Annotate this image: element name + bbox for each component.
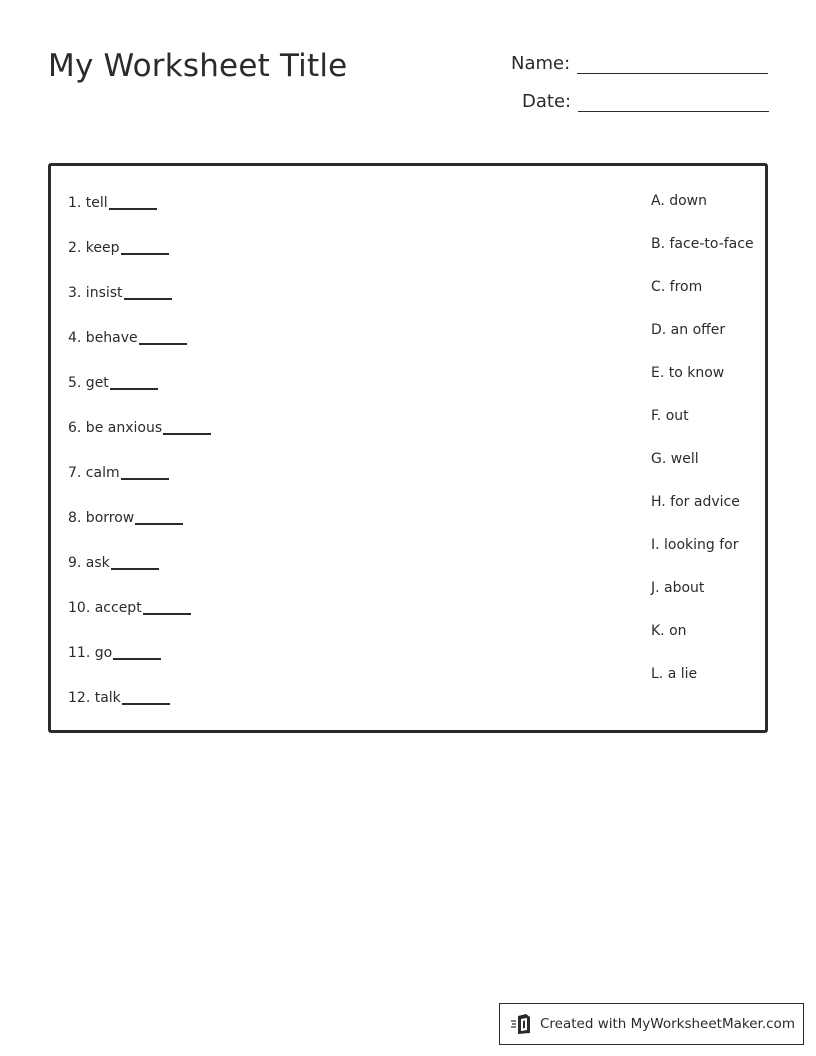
question-item — [68, 420, 211, 436]
question-item — [68, 690, 170, 706]
answer-option: D. an offer — [651, 322, 726, 338]
question-item — [68, 510, 183, 526]
name-line — [577, 72, 768, 74]
myworksheetmaker-logo-icon — [510, 1012, 534, 1036]
answer-option: K. on — [651, 623, 687, 639]
question-text: 8. borrow — [68, 510, 135, 526]
question-item — [68, 645, 161, 661]
question-item — [68, 195, 157, 211]
answer-option: G. well — [651, 451, 699, 467]
answer-blank — [143, 613, 191, 615]
answer-option: F. out — [651, 408, 689, 424]
answer-blank — [135, 523, 183, 525]
footer-credit[interactable] — [499, 1003, 804, 1045]
question-text: 10. accept — [68, 600, 142, 616]
question-text: 5. get — [68, 375, 109, 391]
question-item — [68, 375, 158, 391]
question-text: 4. behave — [68, 330, 138, 346]
date-line — [578, 110, 769, 112]
question-item — [68, 555, 159, 571]
question-item — [68, 240, 169, 256]
answer-blank — [139, 343, 187, 345]
question-text: 6. be anxious — [68, 420, 163, 436]
date-field — [522, 91, 769, 112]
matching-box — [48, 163, 768, 733]
answer-option: A. down — [651, 193, 708, 209]
answer-blank — [110, 388, 158, 390]
answer-blank — [122, 703, 170, 705]
question-item — [68, 285, 172, 301]
question-text: 11. go — [68, 645, 113, 661]
answer-blank — [121, 253, 169, 255]
answer-option: L. a lie — [651, 666, 698, 682]
date-label: Date: — [522, 91, 572, 112]
page-title: My Worksheet Title — [48, 48, 348, 84]
answer-option: B. face-to-face — [651, 236, 754, 252]
answer-blank — [111, 568, 159, 570]
answer-option: C. from — [651, 279, 703, 295]
answer-blank — [113, 658, 161, 660]
name-field — [511, 53, 768, 74]
question-item — [68, 330, 187, 346]
question-text: 2. keep — [68, 240, 120, 256]
answer-blank — [121, 478, 169, 480]
question-text: 1. tell — [68, 195, 108, 211]
question-item — [68, 465, 169, 481]
answer-blank — [124, 298, 172, 300]
answer-option: E. to know — [651, 365, 725, 381]
question-text: 9. ask — [68, 555, 110, 571]
answer-option: I. looking for — [651, 537, 739, 553]
answer-blank — [163, 433, 211, 435]
question-text: 12. talk — [68, 690, 121, 706]
footer-text: Created with MyWorksheetMaker.com — [540, 1016, 795, 1032]
answer-option: J. about — [651, 580, 705, 596]
name-label: Name: — [511, 53, 571, 74]
question-text: 3. insist — [68, 285, 123, 301]
answer-blank — [109, 208, 157, 210]
question-text: 7. calm — [68, 465, 120, 481]
answer-option: H. for advice — [651, 494, 740, 510]
question-item — [68, 600, 191, 616]
